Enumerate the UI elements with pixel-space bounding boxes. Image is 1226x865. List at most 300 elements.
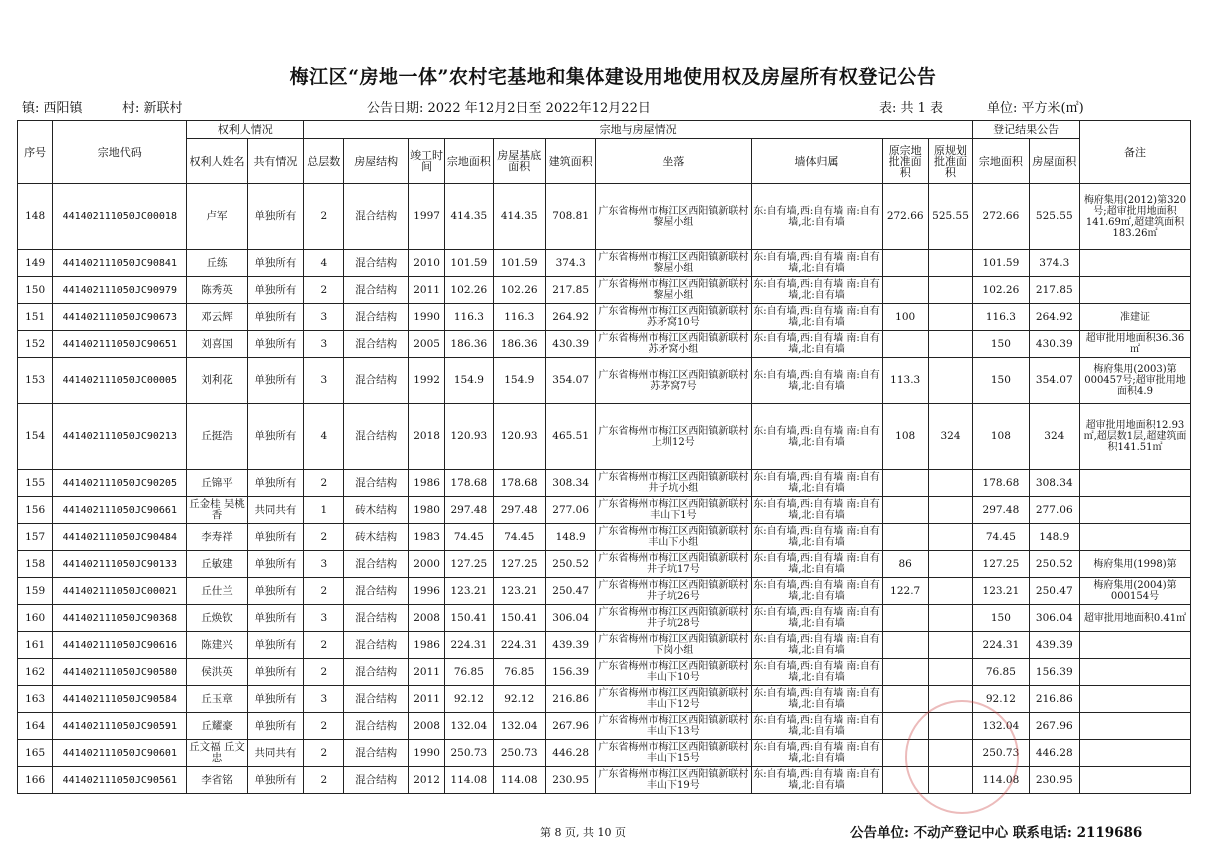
- row-orig-plan: 525.55: [928, 184, 972, 250]
- row-orig-land: [882, 659, 928, 686]
- row-reg-house: 250.52: [1029, 551, 1079, 578]
- row-remark: 超审批用地面积0.41㎡: [1079, 605, 1190, 632]
- row-year: 2000: [408, 551, 444, 578]
- row-orig-plan: [928, 331, 972, 358]
- row-reg-land: 224.31: [973, 632, 1029, 659]
- row-seq: 156: [18, 497, 53, 524]
- header-orig-plan: 原规划批准面积: [928, 139, 972, 184]
- row-orig-land: 272.66: [882, 184, 928, 250]
- row-floors: 3: [304, 358, 344, 404]
- row-reg-house: 264.92: [1029, 304, 1079, 331]
- row-year: 1986: [408, 470, 444, 497]
- row-location: 广东省梅州市梅江区西阳镇新联村丰山下19号: [596, 767, 751, 794]
- row-remark: 梅府集用(2012)第320号;超审批用地面积141.69㎡,超建筑面积183.26㎡: [1079, 184, 1190, 250]
- row-land-area: 76.85: [445, 659, 493, 686]
- row-orig-plan: [928, 470, 972, 497]
- row-floors: 2: [304, 524, 344, 551]
- row-seq: 150: [18, 277, 53, 304]
- row-orig-land: 108: [882, 404, 928, 470]
- row-wall: 东:自有墙,西:自有墙 南:自有墙,北:自有墙: [751, 250, 882, 277]
- row-wall: 东:自有墙,西:自有墙 南:自有墙,北:自有墙: [751, 578, 882, 605]
- row-orig-land: 113.3: [882, 358, 928, 404]
- row-build-area: 465.51: [545, 404, 595, 470]
- row-land-area: 127.25: [445, 551, 493, 578]
- row-reg-house: 446.28: [1029, 740, 1079, 767]
- row-year: 2010: [408, 250, 444, 277]
- row-parcel-code: 441402111050JC90484: [53, 524, 187, 551]
- row-holder-name: 丘文福 丘文忠: [187, 740, 247, 767]
- row-location: 广东省梅州市梅江区西阳镇新联村丰山下15号: [596, 740, 751, 767]
- row-year: 2008: [408, 713, 444, 740]
- row-floors: 2: [304, 578, 344, 605]
- row-build-area: 148.9: [545, 524, 595, 551]
- row-location: 广东省梅州市梅江区西阳镇新联村黎屋小组: [596, 250, 751, 277]
- row-seq: 166: [18, 767, 53, 794]
- row-base-area: 101.59: [493, 250, 545, 277]
- row-build-area: 354.07: [545, 358, 595, 404]
- row-base-area: 123.21: [493, 578, 545, 605]
- row-holder-name: 丘金桂 吴桃香: [187, 497, 247, 524]
- row-base-area: 297.48: [493, 497, 545, 524]
- row-base-area: 224.31: [493, 632, 545, 659]
- row-year: 1996: [408, 578, 444, 605]
- header-year: 竣工时间: [408, 139, 444, 184]
- row-year: 1983: [408, 524, 444, 551]
- row-reg-land: 150: [973, 605, 1029, 632]
- registration-table: [17, 120, 1191, 794]
- row-orig-land: [882, 632, 928, 659]
- row-reg-land: 114.08: [973, 767, 1029, 794]
- row-orig-plan: [928, 632, 972, 659]
- table-row: [18, 578, 1191, 605]
- row-parcel-code: 441402111050JC90213: [53, 404, 187, 470]
- row-floors: 2: [304, 713, 344, 740]
- row-build-area: 216.86: [545, 686, 595, 713]
- row-wall: 东:自有墙,西:自有墙 南:自有墙,北:自有墙: [751, 551, 882, 578]
- table-row: [18, 470, 1191, 497]
- row-seq: 148: [18, 184, 53, 250]
- row-location: 广东省梅州市梅江区西阳镇新联村井子坑小组: [596, 470, 751, 497]
- row-wall: 东:自有墙,西:自有墙 南:自有墙,北:自有墙: [751, 605, 882, 632]
- row-year: 2018: [408, 404, 444, 470]
- row-land-area: 414.35: [445, 184, 493, 250]
- row-wall: 东:自有墙,西:自有墙 南:自有墙,北:自有墙: [751, 740, 882, 767]
- row-year: 2011: [408, 277, 444, 304]
- row-seq: 162: [18, 659, 53, 686]
- row-orig-plan: [928, 578, 972, 605]
- row-wall: 东:自有墙,西:自有墙 南:自有墙,北:自有墙: [751, 632, 882, 659]
- header-base-area: 房屋基底面积: [493, 139, 545, 184]
- row-base-area: 154.9: [493, 358, 545, 404]
- header-share: 共有情况: [247, 139, 303, 184]
- row-floors: 1: [304, 497, 344, 524]
- header-wall: 墙体归属: [751, 139, 882, 184]
- row-land-area: 250.73: [445, 740, 493, 767]
- row-holder-name: 刘利花: [187, 358, 247, 404]
- row-land-area: 102.26: [445, 277, 493, 304]
- row-remark: 梅府集用(1998)第: [1079, 551, 1190, 578]
- row-base-area: 250.73: [493, 740, 545, 767]
- table-row: [18, 250, 1191, 277]
- row-orig-plan: [928, 605, 972, 632]
- row-location: 广东省梅州市梅江区西阳镇新联村井子坑26号: [596, 578, 751, 605]
- row-parcel-code: 441402111050JC90979: [53, 277, 187, 304]
- row-base-area: 150.41: [493, 605, 545, 632]
- row-reg-land: 108: [973, 404, 1029, 470]
- row-share: 单独所有: [247, 250, 303, 277]
- row-year: 1997: [408, 184, 444, 250]
- row-build-area: 264.92: [545, 304, 595, 331]
- row-land-area: 101.59: [445, 250, 493, 277]
- town-label: 镇: 西阳镇: [22, 101, 83, 116]
- row-holder-name: 丘玉章: [187, 686, 247, 713]
- row-wall: 东:自有墙,西:自有墙 南:自有墙,北:自有墙: [751, 184, 882, 250]
- row-structure: 砖木结构: [344, 497, 408, 524]
- row-floors: 2: [304, 277, 344, 304]
- row-land-area: 178.68: [445, 470, 493, 497]
- row-parcel-code: 441402111050JC90561: [53, 767, 187, 794]
- row-remark: 超审批用地面积12.93㎡,超层数1层,超建筑面积141.51㎡: [1079, 404, 1190, 470]
- row-parcel-code: 441402111050JC00021: [53, 578, 187, 605]
- row-location: 广东省梅州市梅江区西阳镇新联村丰山下12号: [596, 686, 751, 713]
- table-row: [18, 404, 1191, 470]
- row-seq: 153: [18, 358, 53, 404]
- table-row: [18, 686, 1191, 713]
- row-reg-land: 76.85: [973, 659, 1029, 686]
- row-holder-name: 卢军: [187, 184, 247, 250]
- row-location: 广东省梅州市梅江区西阳镇新联村苏矛窝10号: [596, 304, 751, 331]
- row-remark: 梅府集用(2004)第000154号: [1079, 578, 1190, 605]
- row-structure: 混合结构: [344, 686, 408, 713]
- row-orig-land: [882, 277, 928, 304]
- row-parcel-code: 441402111050JC90841: [53, 250, 187, 277]
- row-holder-name: 丘仕兰: [187, 578, 247, 605]
- row-reg-house: 306.04: [1029, 605, 1079, 632]
- row-build-area: 217.85: [545, 277, 595, 304]
- header-land-area: 宗地面积: [445, 139, 493, 184]
- row-floors: 2: [304, 740, 344, 767]
- row-parcel-code: 441402111050JC90661: [53, 497, 187, 524]
- table-row: [18, 497, 1191, 524]
- row-share: 单独所有: [247, 358, 303, 404]
- row-orig-land: 122.7: [882, 578, 928, 605]
- header-rights-holder: 权利人情况: [187, 121, 304, 139]
- row-floors: 2: [304, 632, 344, 659]
- row-build-area: 156.39: [545, 659, 595, 686]
- row-share: 单独所有: [247, 524, 303, 551]
- row-build-area: 250.52: [545, 551, 595, 578]
- row-build-area: 708.81: [545, 184, 595, 250]
- header-build-area: 建筑面积: [545, 139, 595, 184]
- row-holder-name: 丘敏建: [187, 551, 247, 578]
- row-parcel-code: 441402111050JC90205: [53, 470, 187, 497]
- row-remark: [1079, 713, 1190, 740]
- row-year: 1992: [408, 358, 444, 404]
- row-wall: 东:自有墙,西:自有墙 南:自有墙,北:自有墙: [751, 404, 882, 470]
- table-row: [18, 632, 1191, 659]
- row-parcel-code: 441402111050JC90591: [53, 713, 187, 740]
- row-reg-land: 92.12: [973, 686, 1029, 713]
- row-floors: 3: [304, 551, 344, 578]
- row-build-area: 277.06: [545, 497, 595, 524]
- row-reg-house: 156.39: [1029, 659, 1079, 686]
- header-reg-result: 登记结果公告: [973, 121, 1080, 139]
- row-remark: [1079, 659, 1190, 686]
- row-reg-land: 102.26: [973, 277, 1029, 304]
- row-orig-land: 100: [882, 304, 928, 331]
- row-land-area: 74.45: [445, 524, 493, 551]
- row-orig-land: [882, 497, 928, 524]
- announcement-title: 梅江区“房地一体”农村宅基地和集体建设用地使用权及房屋所有权登记公告: [289, 66, 937, 88]
- row-reg-land: 178.68: [973, 470, 1029, 497]
- row-reg-house: 216.86: [1029, 686, 1079, 713]
- row-seq: 157: [18, 524, 53, 551]
- row-floors: 4: [304, 404, 344, 470]
- row-seq: 149: [18, 250, 53, 277]
- row-wall: 东:自有墙,西:自有墙 南:自有墙,北:自有墙: [751, 524, 882, 551]
- row-base-area: 178.68: [493, 470, 545, 497]
- row-reg-land: 127.25: [973, 551, 1029, 578]
- row-share: 单独所有: [247, 304, 303, 331]
- row-floors: 2: [304, 470, 344, 497]
- table-row: [18, 358, 1191, 404]
- row-floors: 2: [304, 767, 344, 794]
- row-structure: 混合结构: [344, 551, 408, 578]
- row-wall: 东:自有墙,西:自有墙 南:自有墙,北:自有墙: [751, 767, 882, 794]
- row-structure: 混合结构: [344, 358, 408, 404]
- row-land-area: 150.41: [445, 605, 493, 632]
- table-row: [18, 277, 1191, 304]
- header-location: 坐落: [596, 139, 751, 184]
- row-structure: 砖木结构: [344, 524, 408, 551]
- row-wall: 东:自有墙,西:自有墙 南:自有墙,北:自有墙: [751, 713, 882, 740]
- row-parcel-code: 441402111050JC90616: [53, 632, 187, 659]
- row-year: 2008: [408, 605, 444, 632]
- row-base-area: 92.12: [493, 686, 545, 713]
- row-holder-name: 丘练: [187, 250, 247, 277]
- row-base-area: 132.04: [493, 713, 545, 740]
- row-remark: 准建证: [1079, 304, 1190, 331]
- header-floors: 总层数: [304, 139, 344, 184]
- row-orig-land: [882, 250, 928, 277]
- row-structure: 混合结构: [344, 404, 408, 470]
- header-reg-land: 宗地面积: [973, 139, 1029, 184]
- row-reg-land: 132.04: [973, 713, 1029, 740]
- table-row: [18, 551, 1191, 578]
- row-holder-name: 陈建兴: [187, 632, 247, 659]
- row-wall: 东:自有墙,西:自有墙 南:自有墙,北:自有墙: [751, 659, 882, 686]
- row-build-area: 308.34: [545, 470, 595, 497]
- row-structure: 混合结构: [344, 632, 408, 659]
- row-location: 广东省梅州市梅江区西阳镇新联村上圳12号: [596, 404, 751, 470]
- row-share: 单独所有: [247, 632, 303, 659]
- row-location: 广东省梅州市梅江区西阳镇新联村苏茅窝7号: [596, 358, 751, 404]
- row-base-area: 127.25: [493, 551, 545, 578]
- header-orig-land: 原宗地批准面积: [882, 139, 928, 184]
- tables-count: 表: 共 1 表: [879, 101, 944, 116]
- row-orig-plan: [928, 304, 972, 331]
- unit-label: 单位: 平方米(㎡): [987, 101, 1084, 116]
- row-remark: [1079, 767, 1190, 794]
- row-reg-house: 324: [1029, 404, 1079, 470]
- table-row: [18, 184, 1191, 250]
- issuer-contact: 公告单位: 不动产登记中心 联系电话: 2119686: [850, 825, 1143, 841]
- row-structure: 混合结构: [344, 713, 408, 740]
- row-reg-land: 150: [973, 358, 1029, 404]
- row-floors: 2: [304, 659, 344, 686]
- row-share: 单独所有: [247, 686, 303, 713]
- table-row: [18, 331, 1191, 358]
- row-location: 广东省梅州市梅江区西阳镇新联村井子坑28号: [596, 605, 751, 632]
- header-holder-name: 权利人姓名: [187, 139, 247, 184]
- row-floors: 2: [304, 184, 344, 250]
- header-parcel-code: 宗地代码: [53, 121, 187, 184]
- row-structure: 混合结构: [344, 250, 408, 277]
- row-parcel-code: 441402111050JC90673: [53, 304, 187, 331]
- header-seq: 序号: [18, 121, 53, 184]
- row-share: 单独所有: [247, 331, 303, 358]
- row-parcel-code: 441402111050JC90651: [53, 331, 187, 358]
- row-wall: 东:自有墙,西:自有墙 南:自有墙,北:自有墙: [751, 358, 882, 404]
- row-structure: 混合结构: [344, 184, 408, 250]
- row-orig-plan: [928, 358, 972, 404]
- row-remark: [1079, 277, 1190, 304]
- row-reg-house: 267.96: [1029, 713, 1079, 740]
- row-holder-name: 邓云辉: [187, 304, 247, 331]
- row-location: 广东省梅州市梅江区西阳镇新联村下岗小组: [596, 632, 751, 659]
- table-row: [18, 524, 1191, 551]
- row-remark: [1079, 524, 1190, 551]
- row-structure: 混合结构: [344, 578, 408, 605]
- row-parcel-code: 441402111050JC90580: [53, 659, 187, 686]
- header-structure: 房屋结构: [344, 139, 408, 184]
- row-remark: [1079, 250, 1190, 277]
- row-land-area: 132.04: [445, 713, 493, 740]
- row-reg-house: 230.95: [1029, 767, 1079, 794]
- row-holder-name: 刘喜国: [187, 331, 247, 358]
- row-floors: 3: [304, 331, 344, 358]
- date-label: 公告日期: 2022 年12月2日至 2022年12月22日: [367, 101, 651, 116]
- row-wall: 东:自有墙,西:自有墙 南:自有墙,北:自有墙: [751, 470, 882, 497]
- row-seq: 165: [18, 740, 53, 767]
- row-structure: 混合结构: [344, 470, 408, 497]
- row-land-area: 120.93: [445, 404, 493, 470]
- row-seq: 160: [18, 605, 53, 632]
- row-orig-plan: 324: [928, 404, 972, 470]
- row-remark: 超审批用地面积36.36㎡: [1079, 331, 1190, 358]
- row-land-area: 92.12: [445, 686, 493, 713]
- row-build-area: 306.04: [545, 605, 595, 632]
- row-reg-land: 101.59: [973, 250, 1029, 277]
- row-reg-land: 74.45: [973, 524, 1029, 551]
- row-structure: 混合结构: [344, 740, 408, 767]
- row-reg-house: 374.3: [1029, 250, 1079, 277]
- row-land-area: 154.9: [445, 358, 493, 404]
- row-holder-name: 丘耀豪: [187, 713, 247, 740]
- row-share: 共同共有: [247, 740, 303, 767]
- row-reg-land: 150: [973, 331, 1029, 358]
- row-orig-plan: [928, 250, 972, 277]
- row-build-area: 439.39: [545, 632, 595, 659]
- row-wall: 东:自有墙,西:自有墙 南:自有墙,北:自有墙: [751, 497, 882, 524]
- row-orig-land: [882, 524, 928, 551]
- row-structure: 混合结构: [344, 659, 408, 686]
- row-reg-house: 250.47: [1029, 578, 1079, 605]
- row-holder-name: 李寿祥: [187, 524, 247, 551]
- row-share: 单独所有: [247, 605, 303, 632]
- row-reg-land: 116.3: [973, 304, 1029, 331]
- table-row: [18, 659, 1191, 686]
- row-year: 2011: [408, 686, 444, 713]
- row-seq: 155: [18, 470, 53, 497]
- row-reg-house: 148.9: [1029, 524, 1079, 551]
- row-orig-land: [882, 605, 928, 632]
- row-location: 广东省梅州市梅江区西阳镇新联村丰山下10号: [596, 659, 751, 686]
- row-seq: 163: [18, 686, 53, 713]
- row-orig-land: 86: [882, 551, 928, 578]
- row-location: 广东省梅州市梅江区西阳镇新联村井子坑17号: [596, 551, 751, 578]
- row-location: 广东省梅州市梅江区西阳镇新联村丰山下13号: [596, 713, 751, 740]
- row-orig-land: [882, 686, 928, 713]
- row-wall: 东:自有墙,西:自有墙 南:自有墙,北:自有墙: [751, 277, 882, 304]
- row-base-area: 114.08: [493, 767, 545, 794]
- row-structure: 混合结构: [344, 767, 408, 794]
- row-seq: 159: [18, 578, 53, 605]
- row-holder-name: 丘锦平: [187, 470, 247, 497]
- row-share: 单独所有: [247, 659, 303, 686]
- row-share: 单独所有: [247, 470, 303, 497]
- row-share: 单独所有: [247, 551, 303, 578]
- row-reg-house: 430.39: [1029, 331, 1079, 358]
- row-reg-house: 525.55: [1029, 184, 1079, 250]
- row-remark: 梅府集用(2003)第000457号;超审批用地面积4.9: [1079, 358, 1190, 404]
- row-orig-land: [882, 470, 928, 497]
- row-location: 广东省梅州市梅江区西阳镇新联村黎屋小组: [596, 184, 751, 250]
- row-land-area: 297.48: [445, 497, 493, 524]
- row-wall: 东:自有墙,西:自有墙 南:自有墙,北:自有墙: [751, 331, 882, 358]
- row-year: 1986: [408, 632, 444, 659]
- row-floors: 3: [304, 686, 344, 713]
- row-holder-name: 丘挺浩: [187, 404, 247, 470]
- info-bar: [22, 97, 1202, 115]
- row-build-area: 430.39: [545, 331, 595, 358]
- row-share: 单独所有: [247, 578, 303, 605]
- row-location: 广东省梅州市梅江区西阳镇新联村丰山下1号: [596, 497, 751, 524]
- row-base-area: 74.45: [493, 524, 545, 551]
- row-seq: 151: [18, 304, 53, 331]
- row-build-area: 374.3: [545, 250, 595, 277]
- row-reg-land: 250.73: [973, 740, 1029, 767]
- row-location: 广东省梅州市梅江区西阳镇新联村黎屋小组: [596, 277, 751, 304]
- row-parcel-code: 441402111050JC90368: [53, 605, 187, 632]
- official-seal: [905, 700, 1019, 814]
- row-orig-plan: [928, 524, 972, 551]
- row-share: 单独所有: [247, 277, 303, 304]
- row-orig-plan: [928, 551, 972, 578]
- row-holder-name: 李省铭: [187, 767, 247, 794]
- row-seq: 158: [18, 551, 53, 578]
- row-remark: [1079, 470, 1190, 497]
- row-reg-land: 123.21: [973, 578, 1029, 605]
- row-land-area: 123.21: [445, 578, 493, 605]
- row-structure: 混合结构: [344, 331, 408, 358]
- row-structure: 混合结构: [344, 277, 408, 304]
- row-floors: 3: [304, 605, 344, 632]
- row-reg-house: 439.39: [1029, 632, 1079, 659]
- row-parcel-code: 441402111050JC90133: [53, 551, 187, 578]
- row-remark: [1079, 632, 1190, 659]
- row-share: 共同共有: [247, 497, 303, 524]
